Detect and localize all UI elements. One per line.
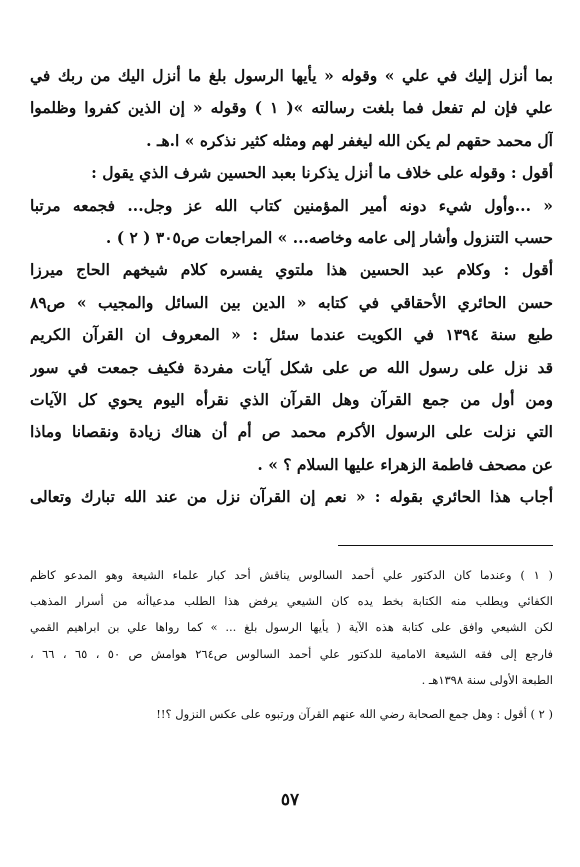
footnote-line: الطبعة الأولى سنة ١٣٩٨هـ . [421, 672, 553, 687]
footnote-line: فارجع إلى فقه الشيعة الامامية للدكتور علي أحمد السالوس ص٢٦٤ هوامش ص ٥٠ ، ٦٥ ، ٦٦ ، [30, 646, 553, 661]
text-line: قد نزل على رسول الله ص على شكل آيات مفردة فكيف جمعت في سور [30, 357, 553, 377]
text-line: أقول : وقوله على خلاف ما أنزل يذكرنا بعبد الحسين شرف الذي يقول : [91, 163, 553, 183]
text-line: التي نزلت على الرسول الأكرم محمد ص أم أن هناك زيادة ونقصانا وماذا [30, 422, 553, 442]
text-line: ومن أول من جمع القرآن وهل القرآن الذي نقرأه اليوم يحوي كل الآيات [30, 390, 553, 410]
text-line: أجاب هذا الحائري بقوله : « نعم إن القرآن نزل من عند الله تبارك وتعالى [30, 487, 553, 507]
footnote-line: الكفائي ويطلب منه الكتابة بخط يده كان الشيعي يرفض هذا الطلب مدعياأنه من أسرار المذهب [30, 594, 553, 609]
footnote-line: ( ١ ) وعندما كان الدكتور علي أحمد السالوس يناقش أحد كبار علماء الشيعة وهو المدعو كاظم [30, 568, 553, 582]
text-line: حسب التنزول وأشار إلى عامه وخاصه... » المراجعات ص٣٠٥ ( ٢ ) . [105, 228, 553, 248]
footnote-line: لكن الشيعي وافق على كتابة هذه الآية ( يأيها الرسول بلغ ... » كما رواها علي بن ابراهيم القمي [30, 620, 553, 635]
page-number: ٥٧ [280, 790, 300, 810]
text-line: « ...وأول شيء دونه أمير المؤمنين كتاب الله عز وجل... فجمعه مرتبا [30, 195, 553, 215]
main-text [30, 60, 553, 514]
text-line: أقول : وكلام عبد الحسين هذا ملتوي يفسره كلام شيخهم الحاج ميرزا [30, 260, 553, 280]
text-line: بما أنزل إليك في علي » وقوله « يأيها الرسول بلغ ما أنزل اليك من ربك في [30, 66, 553, 85]
text-line: علي فإن لم تفعل فما بلغت رسالته »( ١ ) وقوله « إن الذين كفروا وظلموا [30, 98, 553, 118]
text-line: طبع سنة ١٣٩٤ في الكويت عندما سئل : « المعروف ان القرآن الكريم [30, 325, 553, 345]
footnote-2: ( ٢ ) أقول : وهل جمع الصحابة رضي الله عنهم القرآن ورتبوه على عكس النزول ؟!! [156, 707, 553, 722]
text-line: آل محمد حقهم لم يكن الله ليغفر لهم ومثله كثير نذكره » ا.هـ . [146, 130, 553, 150]
text-line: حسن الحائري الأحقاقي في كتابه « الدين بين السائل والمجيب » ص٨٩ [30, 292, 553, 312]
footnote-separator [338, 545, 553, 546]
text-line: عن مصحف فاطمة الزهراء عليها السلام ؟ » . [257, 454, 553, 474]
footnotes [30, 562, 553, 727]
